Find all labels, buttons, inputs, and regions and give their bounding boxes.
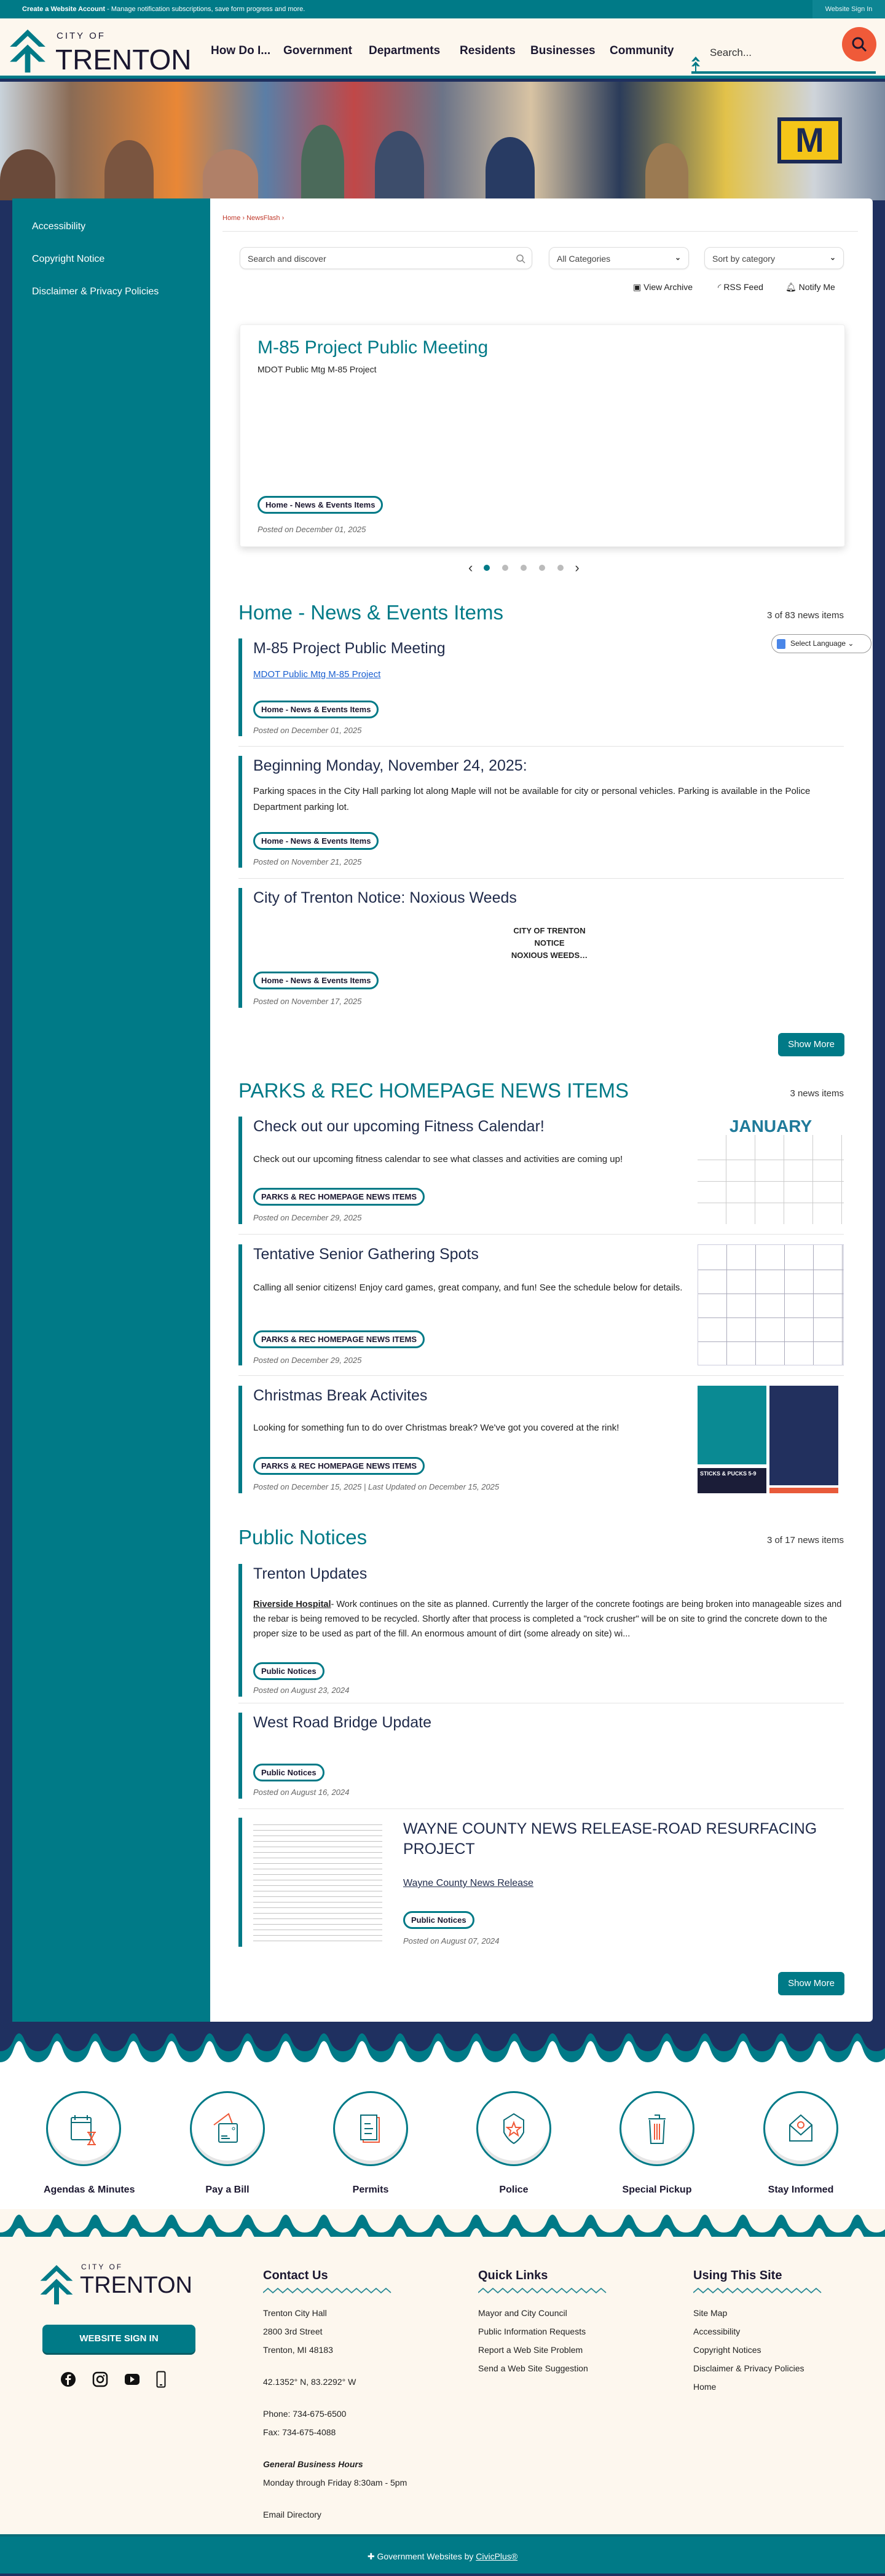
nav-government[interactable]: Government [283,44,352,57]
category-tag[interactable]: Public Notices [403,1911,474,1929]
search-icon [851,36,868,53]
footer-heading: Using This Site [693,2269,782,2282]
footer-link[interactable]: Send a Web Site Suggestion [478,2363,588,2373]
news-item-title[interactable]: M-85 Project Public Meeting [253,640,446,657]
rss-feed-label: RSS Feed [723,282,763,292]
footer-heading: Quick Links [478,2269,548,2282]
show-more-button[interactable]: Show More [778,1972,844,1995]
quick-link-label: Special Pickup [622,2185,692,2195]
notice-text [488,925,611,962]
footer-website-sign-in-button[interactable]: WEBSITE SIGN IN [42,2325,195,2353]
view-archive-link[interactable] [633,282,693,293]
footer-link[interactable]: Copyright Notices [693,2345,761,2355]
wallet-icon [210,2111,245,2146]
contact-fax: Fax: 734-675-4088 [263,2427,336,2437]
news-item-link[interactable]: Wayne County News Release [403,1878,533,1888]
quick-link-label: Pay a Bill [205,2185,250,2195]
contact-phone[interactable]: Phone: 734-675-6500 [263,2409,347,2419]
posted-date: Posted on December 01, 2025 [258,525,366,534]
notice-line: NOTICE [534,938,565,948]
news-count: 3 of 17 news items [766,1535,844,1545]
quick-link-permits[interactable] [331,2091,411,2196]
press-release-thumbnail[interactable] [253,1821,382,1944]
carousel-dot[interactable] [521,565,527,571]
logo-city-of: CITY OF [81,2263,124,2271]
mobile-phone-icon[interactable] [156,2371,166,2388]
quick-link-special-pickup[interactable] [617,2091,697,2196]
email-directory-link[interactable]: Email Directory [263,2510,321,2519]
quick-link-stay-informed[interactable] [761,2091,841,2196]
chevron-down-icon: ⌄ [829,253,836,262]
news-count: 3 of 83 news items [766,610,844,621]
youtube-icon[interactable] [124,2371,140,2387]
hero-image [0,82,885,200]
wave-underline [478,2288,607,2294]
news-item-body: Calling all senior citizens! Enjoy card games, great company, and fun! See the schedule below for details. [253,1282,683,1293]
thumbnail-caption: STICKS & PUCKS 5-9 [698,1468,766,1493]
riverside-hospital-link[interactable]: Riverside Hospital [253,1600,331,1609]
logo-trenton: TRENTON [55,44,192,76]
wave-underline [693,2288,822,2294]
carousel-dot[interactable] [557,565,564,571]
footer-link[interactable]: Report a Web Site Problem [478,2345,583,2355]
category-tag[interactable]: PARKS & REC HOMEPAGE NEWS ITEMS [253,1330,425,1348]
breadcrumb[interactable]: Home › NewsFlash › [222,214,285,222]
notify-me-link[interactable] [785,282,835,293]
news-item-title[interactable]: Christmas Break Activites [253,1387,428,1404]
footer-link[interactable]: Public Information Requests [478,2327,586,2336]
carousel-next-icon[interactable]: › [575,560,580,575]
create-account-link[interactable]: Create a Website Account [22,6,106,13]
category-select[interactable] [549,247,689,269]
civicplus-link[interactable]: CivicPlus® [476,2551,518,2561]
carousel-dot[interactable] [502,565,508,571]
site-header [0,18,885,79]
posted-date: Posted on December 01, 2025 [253,726,362,735]
carousel-controls [468,560,580,576]
rss-icon: ◜ [718,282,722,292]
calendar-hourglass-icon [66,2111,101,2146]
category-tag[interactable]: Home - News & Events Items [253,701,379,718]
social-links [60,2371,166,2388]
posted-date: Posted on November 17, 2025 [253,997,362,1006]
sort-select[interactable] [704,247,844,269]
category-tag[interactable]: Public Notices [253,1764,324,1781]
contact-line: Trenton, MI 48183 [263,2345,333,2355]
sidebar-item-accessibility[interactable]: Accessibility [32,221,86,232]
featured-title[interactable]: M-85 Project Public Meeting [258,337,489,358]
bell-icon: 🔔︎ [785,282,796,292]
news-item[interactable] [238,1386,844,1493]
divider [238,1808,844,1809]
credit-text: Government Websites by [377,2551,476,2561]
posted-date: Posted on December 29, 2025 [253,1213,362,1222]
footer-link[interactable]: Home [693,2382,717,2392]
category-tag[interactable]: Public Notices [253,1662,324,1680]
news-item[interactable] [238,1564,844,1697]
footer-quick-links [478,2269,663,2382]
quick-link-pay-a-bill[interactable] [187,2091,267,2196]
category-select-value: All Categories [557,254,611,264]
carousel-dot[interactable] [484,565,490,571]
quick-link-label: Stay Informed [768,2185,834,2195]
select-language-dropdown[interactable]: Select Language ⌄ [771,634,871,653]
footer-link[interactable]: Site Map [693,2308,728,2318]
posted-date: Posted on November 21, 2025 [253,857,362,866]
logo-city-of: CITY OF [57,31,106,41]
news-item-title[interactable]: Trenton Updates [253,1565,368,1582]
nav-residents[interactable]: Residents [460,44,516,57]
contact-line: Trenton City Hall [263,2308,327,2318]
sort-select-value: Sort by category [712,254,775,264]
document-icon [353,2111,388,2146]
news-item-body: Check out our upcoming fitness calendar to see what classes and activities are coming up! [253,1154,623,1164]
quick-link-label: Agendas & Minutes [44,2185,135,2195]
wave-underline [263,2288,392,2294]
news-item[interactable] [238,756,844,868]
view-archive-label: View Archive [643,282,693,292]
posted-date: Posted on December 29, 2025 [253,1356,362,1365]
quick-link-agendas-minutes[interactable] [44,2091,135,2196]
account-message[interactable] [22,6,305,13]
posted-date: Posted on August 16, 2024 [253,1788,350,1797]
news-item[interactable] [238,888,844,1008]
quick-links-band [0,2022,885,2243]
chevron-down-icon: ⌄ [674,253,681,262]
divider [238,1375,844,1376]
sidebar-item-disclaimer[interactable]: Disclaimer & Privacy Policies [32,286,159,297]
featured-news-card[interactable] [240,324,845,547]
account-message-text: - Manage notification subscriptions, save form progress and more. [105,6,305,13]
contact-coordinates: 42.1352° N, 83.2292° W [263,2377,356,2387]
quick-link-label: Police [499,2185,529,2195]
nav-community[interactable]: Community [610,44,674,57]
divider [238,1234,844,1235]
wave-divider [0,2022,885,2066]
contact-line: 2800 3rd Street [263,2327,323,2336]
featured-body: MDOT Public Mtg M-85 Project [258,364,377,374]
site-search-placeholder: Search... [710,47,752,58]
business-hours: Monday through Friday 8:30am - 5pm [263,2478,407,2488]
posted-date: Posted on August 07, 2024 [403,1936,500,1946]
news-item[interactable] [238,1117,844,1224]
news-count: 3 news items [790,1088,844,1099]
divider [238,746,844,747]
section-title-public-notices: Public Notices [238,1526,368,1549]
quick-link-label: Permits [352,2185,389,2195]
rink-schedule-thumbnail[interactable] [698,1386,844,1493]
search-icon [516,254,525,264]
website-sign-in-button[interactable]: Website Sign In [812,0,885,18]
fitness-calendar-thumbnail[interactable] [698,1117,844,1224]
facebook-icon[interactable] [60,2371,76,2387]
select-language-label: Select Language [790,639,846,648]
carousel-dot[interactable] [539,565,545,571]
carousel-prev-icon[interactable]: ‹ [468,560,473,575]
news-item[interactable] [238,1713,844,1799]
footer-heading: Contact Us [263,2269,328,2282]
news-item-title[interactable]: Beginning Monday, November 24, 2025: [253,757,527,774]
trash-can-icon [640,2111,674,2146]
account-banner [0,0,885,18]
category-tag[interactable]: PARKS & REC HOMEPAGE NEWS ITEMS [253,1188,425,1206]
rss-feed-link[interactable] [718,282,763,293]
notice-line: NOXIOUS WEEDS… [511,951,588,960]
news-item-title[interactable]: City of Trenton Notice: Noxious Weeds [253,889,517,906]
nav-how-do-i[interactable]: How Do I... [211,44,271,57]
footer-logo[interactable] [39,2263,199,2306]
news-item-title[interactable]: Check out our upcoming Fitness Calendar! [253,1118,545,1135]
logo-trenton: TRENTON [80,2272,192,2298]
main-content [210,198,873,2022]
news-item-body: - Work continues on the site as planned. Currently the larger of the concrete footings are being broken into manageable sizes and the rebar is being removed to be recycled. Shortly after that process is completed a "rock crusher" will be on site to grind the concrete down to the proper size to be used as part of the fill. An enormous amount of dirt (some already on site) wi... [253,1600,842,1639]
news-item-title[interactable]: West Road Bridge Update [253,1714,431,1731]
civicplus-credit-bar [0,2534,885,2574]
instagram-icon[interactable] [92,2371,108,2387]
police-badge-icon [497,2111,531,2146]
category-tag[interactable]: Home - News & Events Items [253,972,379,989]
footer-link[interactable]: Disclaimer & Privacy Policies [693,2363,804,2373]
news-search-input[interactable] [240,247,532,269]
nav-departments[interactable]: Departments [369,44,441,57]
email-envelope-icon [784,2111,818,2146]
posted-date: Posted on August 23, 2024 [253,1686,350,1695]
news-search-placeholder: Search and discover [248,254,326,264]
footer-contact-us [263,2269,447,2528]
news-item[interactable] [238,1818,844,1947]
show-more-button[interactable]: Show More [778,1033,844,1056]
footer-link[interactable]: Mayor and City Council [478,2308,567,2318]
section-title-parks-rec: PARKS & REC HOMEPAGE NEWS ITEMS [238,1079,629,1102]
news-item-body: Parking spaces in the City Hall parking lot along Maple will not be available for city or personal vehicles. Parking is available in the Police Department parking lot. [253,786,811,813]
carousel-dots [484,565,564,571]
news-item[interactable] [238,1244,844,1365]
footer-link[interactable]: Accessibility [693,2327,741,2336]
quick-link-police[interactable] [474,2091,554,2196]
tree-logo-icon [6,29,49,73]
notify-me-label: Notify Me [798,282,835,292]
posted-date: Posted on December 15, 2025 | Last Updated on December 15, 2025 [253,1482,500,1491]
small-tree-icon [691,57,700,73]
sidebar [12,198,210,2022]
news-item-link[interactable]: MDOT Public Mtg M-85 Project [253,669,381,680]
hero-m-banner: M [777,117,842,163]
senior-schedule-thumbnail[interactable] [698,1244,844,1365]
thumbnail-title: JANUARY [698,1117,844,1135]
category-tag[interactable]: Home - News & Events Items [258,496,383,514]
sidebar-item-copyright-notice[interactable]: Copyright Notice [32,254,105,264]
category-tag[interactable]: Home - News & Events Items [253,832,379,850]
search-button[interactable] [842,27,876,61]
business-hours-title: General Business Hours [263,2459,363,2469]
tree-logo-icon [39,2265,74,2304]
category-tag[interactable]: PARKS & REC HOMEPAGE NEWS ITEMS [253,1457,425,1475]
archive-icon: ▣ [633,282,642,292]
notice-line: CITY OF TRENTON [513,926,586,935]
nav-businesses[interactable]: Businesses [530,44,596,57]
news-item-title[interactable]: Tentative Senior Gathering Spots [253,1246,479,1263]
divider [222,231,858,232]
section-title-news-events: Home - News & Events Items [238,601,503,624]
civicplus-logo-icon: ✚ [367,2551,375,2561]
footer-using-this-site [693,2269,878,2400]
news-item-body: Looking for something fun to do over Christmas break? We've got you covered at the rink! [253,1423,620,1433]
news-item[interactable] [238,638,844,736]
divider [238,878,844,879]
footer [0,2237,885,2535]
news-item-title[interactable]: WAYNE COUNTY NEWS RELEASE-ROAD RESURFACING PROJECT [403,1820,817,1858]
